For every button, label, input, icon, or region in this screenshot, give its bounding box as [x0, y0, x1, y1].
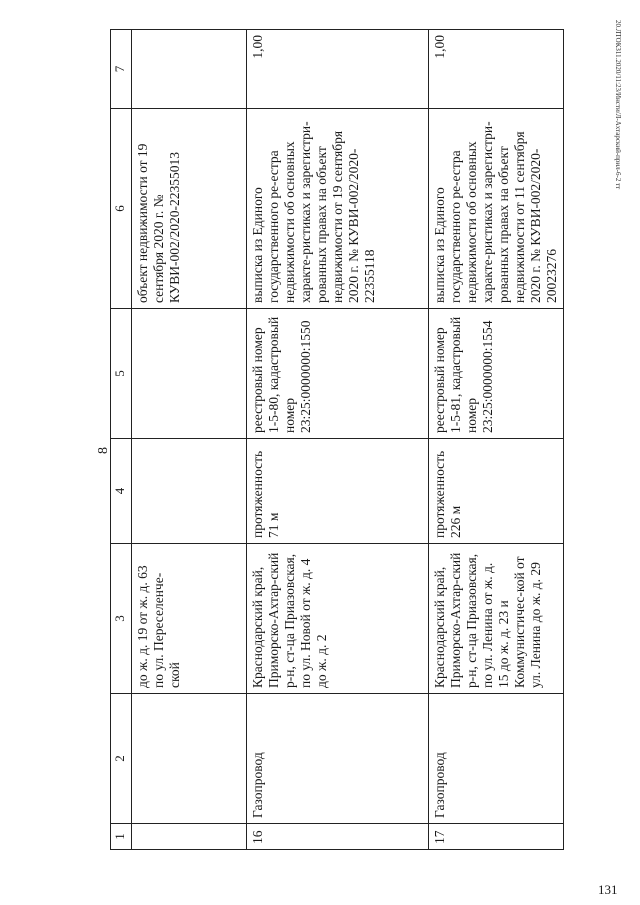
- characteristics-cell: [132, 439, 247, 544]
- registry-number-cell: реестровый номер 1-5-80, кадастровый номер 23:25:0000000:1550: [247, 309, 429, 439]
- column-header-4: 4: [111, 439, 132, 544]
- registry-table: [110, 29, 564, 850]
- footer-page-number: 131: [598, 882, 618, 897]
- column-header-5: 5: [111, 309, 132, 439]
- object-name-cell: [132, 694, 247, 824]
- table-row: [429, 30, 564, 850]
- column-header-1: 1: [111, 824, 132, 850]
- object-name-cell: Газопровод: [429, 694, 564, 824]
- page-number: 8: [96, 447, 111, 454]
- address-cell: до ж. д. 19 от ж. д. 63 по ул. Переселенче-ской: [132, 544, 247, 694]
- share-cell: 1,00: [247, 30, 429, 109]
- table-row: [247, 30, 429, 850]
- share-cell: [132, 30, 247, 109]
- address-cell: Краснодарский край, Приморско-Ахтар-ский р-н, ст-ца Приазовская, по ул. Ленина от ж. д. 15 до ж. д. 23 и Коммунистичес-кой от ул. Ленина до ж. д. 29: [429, 544, 564, 694]
- side-note: 20.ЛТОКЗ11.2020/11:23/Инсти/Л-Ахтарский-прил-6-2 тт: [614, 20, 622, 190]
- column-header-7: 7: [111, 30, 132, 109]
- document-cell: выписка из Единого государственного ре-естра недвижимости об основных характе-ристиках и зарегистри-рованных правах на объект недвижимости от 19 сентября 2020 г. № КУВИ-002/2020-22355118: [247, 109, 429, 309]
- table-row: [132, 30, 247, 850]
- row-number-cell: 16: [247, 824, 429, 850]
- registry-number-cell: реестровый номер 1-5-81, кадастровый номер 23:25:0000000:1554: [429, 309, 564, 439]
- document-cell: объект недвижимости от 19 сентября 2020 г. № КУВИ-002/2020-22355013: [132, 109, 247, 309]
- column-header-6: 6: [111, 109, 132, 309]
- row-number-cell: 17: [429, 824, 564, 850]
- row-number-cell: [132, 824, 247, 850]
- registry-number-cell: [132, 309, 247, 439]
- column-header-2: 2: [111, 694, 132, 824]
- characteristics-cell: протяженность 71 м: [247, 439, 429, 544]
- object-name-cell: Газопровод: [247, 694, 429, 824]
- document-cell: выписка из Единого государственного ре-естра недвижимости об основных характе-ристиках и зарегистри-рованных правах на объект недвижимости от 11 сентября 2020 г. № КУВИ-002/2020-20023276: [429, 109, 564, 309]
- column-header-3: 3: [111, 544, 132, 694]
- share-cell: 1,00: [429, 30, 564, 109]
- header-row: [111, 30, 132, 850]
- address-cell: Краснодарский край, Приморско-Ахтар-ский р-н, ст-ца Приазовская, по ул. Новой от ж. д. 4 до ж. д. 2: [247, 544, 429, 694]
- characteristics-cell: протяженность 226 м: [429, 439, 564, 544]
- registry-table-container: [110, 30, 559, 850]
